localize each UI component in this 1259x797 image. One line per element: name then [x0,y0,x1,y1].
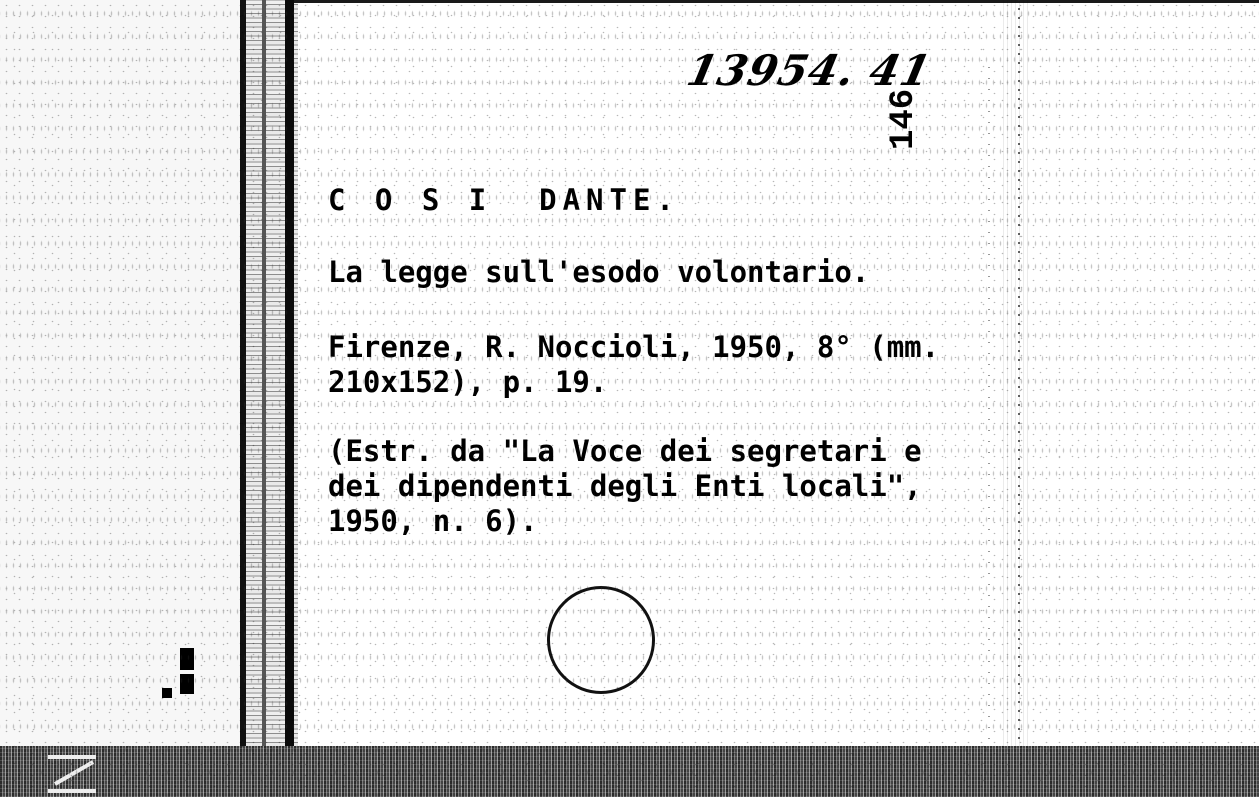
z-glyph-icon [48,755,96,793]
note-block [328,434,922,539]
spine-tab-mark [158,648,208,708]
card-right-edge [1000,0,1030,748]
spine-edge-right [285,0,294,748]
work-title: La legge sull'esodo volontario. [328,255,870,289]
dotted-edge-line-secondary [988,60,990,750]
mark-block [180,648,194,670]
mark-block [162,688,172,698]
imprint-block [328,330,939,400]
card-top-edge [294,0,1259,3]
note-line: (Estr. da "La Voce dei segretari e [328,434,922,468]
imprint-line: 210x152), p. 19. [328,365,608,399]
dotted-edge-line [1018,0,1020,748]
spine-edge-left [240,0,246,748]
note-line: 1950, n. 6). [328,504,538,538]
note-line: dei dipendenti degli Enti locali", [328,469,922,503]
author-heading: C O S I DANTE. [328,183,680,217]
adjacent-card-area [0,0,245,748]
scanner-bottom-band [0,746,1259,797]
mark-block [180,674,194,694]
imprint-line: Firenze, R. Noccioli, 1950, 8° (mm. [328,330,940,364]
punch-hole-circle [547,586,655,694]
spine-inner-line [262,0,266,748]
handwritten-accession-number: 13954. 41 [682,46,937,95]
rotated-shelf-mark: 146 [885,88,923,150]
